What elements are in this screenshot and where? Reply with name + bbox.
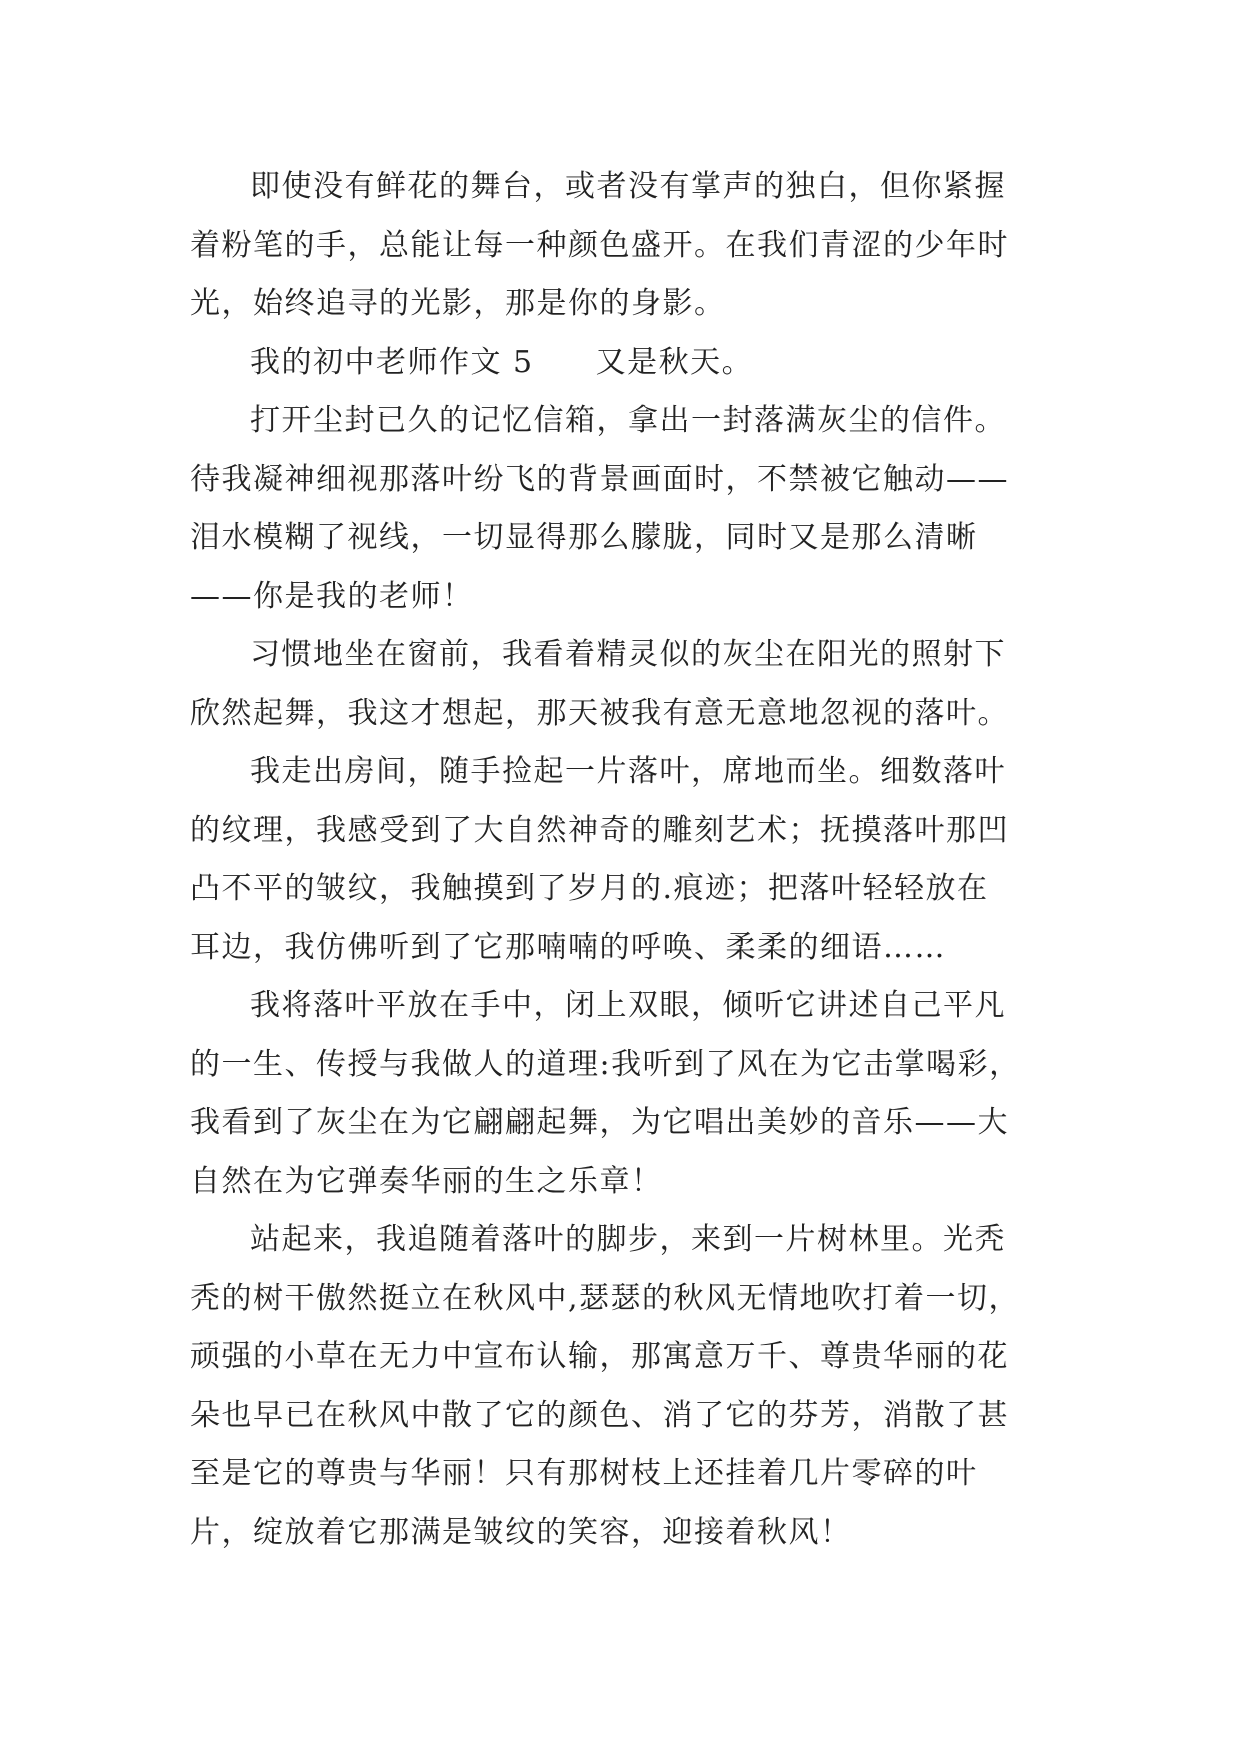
text-line: 至是它的尊贵与华丽！只有那树枝上还挂着几片零碎的叶 bbox=[190, 1456, 978, 1491]
paragraph-4 bbox=[190, 626, 1070, 743]
text-line: 顽强的小草在无力中宣布认输，那寓意万千、尊贵华丽的花 bbox=[190, 1339, 1009, 1374]
paragraph-5 bbox=[190, 743, 1070, 977]
text-line: 自然在为它弹奏华丽的生之乐章！ bbox=[190, 1163, 663, 1199]
paragraph-7 bbox=[190, 1211, 1070, 1562]
text-line: 片，绽放着它那满是皱纹的笑容，迎接着秋风！ bbox=[190, 1514, 852, 1550]
text-line: 的纹理，我感受到了大自然神奇的雕刻艺术；抚摸落叶那凹 bbox=[190, 812, 1009, 848]
paragraph-1 bbox=[190, 158, 1070, 334]
text-line: 待我凝神细视那落叶纷飞的背景画面时，不禁被它触动—— bbox=[190, 461, 1009, 497]
text-line: 的一生、传授与我做人的道理:我听到了风在为它击掌喝彩， bbox=[190, 1046, 1021, 1082]
text-line: 光，始终追寻的光影，那是你的身影。 bbox=[190, 286, 726, 321]
text-line: 着粉笔的手，总能让每一种颜色盛开。在我们青涩的少年时 bbox=[190, 227, 1009, 263]
text-line: 我看到了灰尘在为它翩翩起舞，为它唱出美妙的音乐——大 bbox=[190, 1105, 1009, 1140]
text-line: 泪水模糊了视线，一切显得那么朦胧，同时又是那么清晰 bbox=[190, 520, 978, 555]
section-heading bbox=[190, 334, 1070, 393]
text-line: ——你是我的老师！ bbox=[190, 578, 474, 614]
text-line: 站起来，我追随着落叶的脚步，来到一片树林里。光秃 bbox=[250, 1222, 1006, 1257]
paragraph-3 bbox=[190, 392, 1070, 626]
text-line: 即使没有鲜花的舞台，或者没有掌声的独白，但你紧握 bbox=[250, 169, 1006, 204]
paragraph-6 bbox=[190, 977, 1070, 1211]
heading-line bbox=[190, 334, 1070, 393]
heading-subtitle: 又是秋天。 bbox=[595, 344, 754, 380]
text-line: 打开尘封已久的记忆信箱，拿出一封落满灰尘的信件。 bbox=[250, 403, 1006, 438]
text-line: 耳边，我仿佛听到了它那喃喃的呼唤、柔柔的细语…… bbox=[190, 929, 946, 965]
text-line: 凸不平的皱纹，我触摸到了岁月的.痕迹；把落叶轻轻放在 bbox=[190, 871, 989, 906]
document-body bbox=[190, 158, 1070, 1562]
text-line: 习惯地坐在窗前，我看着精灵似的灰尘在阳光的照射下 bbox=[250, 637, 1006, 672]
text-line: 欣然起舞，我这才想起，那天被我有意无意地忽视的落叶。 bbox=[190, 695, 1009, 731]
text-line: 秃的树干傲然挺立在秋风中,瑟瑟的秋风无情地吹打着一切， bbox=[190, 1280, 1021, 1316]
text-line: 朵也早已在秋风中散了它的颜色、消了它的芬芳，消散了甚 bbox=[190, 1397, 1009, 1433]
text-line: 我将落叶平放在手中，闭上双眼，倾听它讲述自己平凡 bbox=[250, 988, 1006, 1023]
heading-title: 我的初中老师作文 5 bbox=[250, 344, 534, 380]
text-line: 我走出房间，随手捡起一片落叶，席地而坐。细数落叶 bbox=[250, 754, 1006, 789]
